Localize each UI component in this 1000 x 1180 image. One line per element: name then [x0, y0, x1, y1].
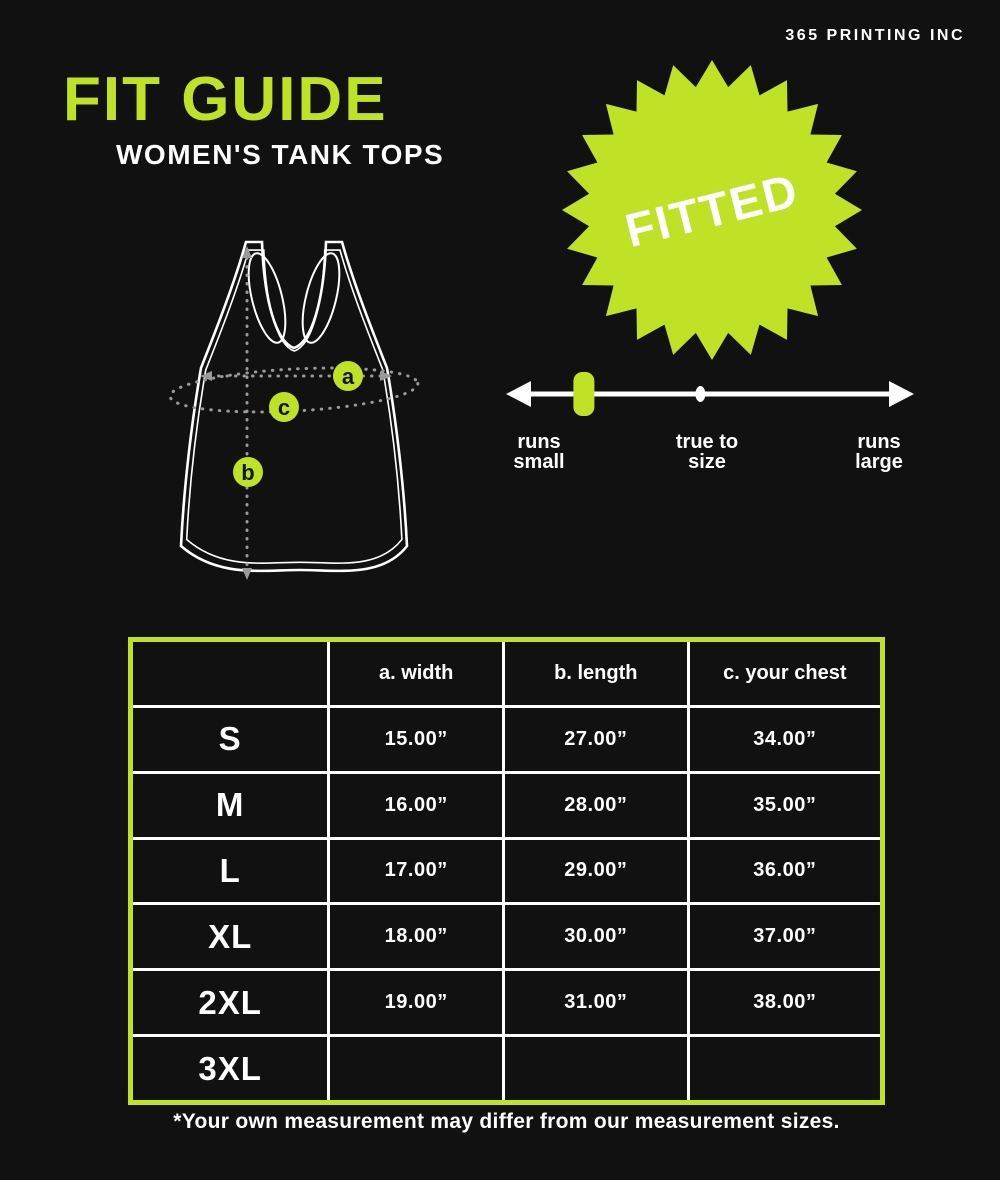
length-value-xl: 30.00”	[505, 905, 687, 968]
marker-a-label: a	[341, 364, 355, 389]
marker-b-label: b	[241, 460, 255, 485]
size-label-m: M	[133, 774, 327, 837]
column-header-width: a. width	[330, 642, 502, 705]
column-header-chest: c. your chest	[690, 642, 880, 705]
size-chart-table	[128, 637, 885, 1105]
chest-value-s: 34.00”	[690, 708, 880, 771]
size-label-l: L	[133, 840, 327, 903]
width-value-3xl	[330, 1037, 502, 1100]
true-to-size-line1: true to	[675, 431, 739, 453]
tank-top-diagram	[150, 230, 450, 590]
width-value-xl: 18.00”	[330, 905, 502, 968]
width-value-s: 15.00”	[330, 708, 502, 771]
chest-value-m: 35.00”	[690, 774, 880, 837]
column-header-length: b. length	[505, 642, 687, 705]
runs-large-line2: large	[855, 451, 903, 473]
marker-c-label: c	[277, 395, 291, 420]
chest-value-l: 36.00”	[690, 840, 880, 903]
scale-arrow-left	[506, 381, 531, 407]
runs-small-line1: runs	[517, 431, 561, 453]
length-value-2xl: 31.00”	[505, 971, 687, 1034]
chest-value-3xl	[690, 1037, 880, 1100]
width-value-m: 16.00”	[330, 774, 502, 837]
brand-name: 365 PRINTING INC	[785, 27, 965, 44]
scale-arrow-right	[889, 381, 914, 407]
chest-value-xl: 37.00”	[690, 905, 880, 968]
measurement-disclaimer: *Your own measurement may differ from our measurement sizes.	[173, 1110, 840, 1133]
size-label-xl: XL	[133, 905, 327, 968]
size-label-2xl: 2XL	[133, 971, 327, 1034]
page-title: FIT GUIDE	[63, 65, 388, 134]
width-value-l: 17.00”	[330, 840, 502, 903]
length-value-l: 29.00”	[505, 840, 687, 903]
true-to-size-dot	[695, 386, 705, 402]
fitted-badge-label: FITTED	[619, 162, 805, 258]
length-value-3xl	[505, 1037, 687, 1100]
runs-small-line2: small	[513, 451, 565, 473]
column-header-blank	[133, 642, 327, 705]
page-subtitle: WOMEN'S TANK TOPS	[116, 139, 445, 170]
scale-label-runs-small	[469, 432, 609, 472]
chest-value-2xl: 38.00”	[690, 971, 880, 1034]
width-value-2xl: 19.00”	[330, 971, 502, 1034]
true-to-size-line2: size	[688, 451, 726, 473]
size-label-3xl: 3XL	[133, 1037, 327, 1100]
runs-large-line1: runs	[857, 431, 901, 453]
fitted-badge	[560, 58, 864, 366]
length-value-s: 27.00”	[505, 708, 687, 771]
fit-scale	[505, 368, 915, 420]
scale-label-true-to-size	[637, 432, 777, 472]
size-label-s: S	[133, 708, 327, 771]
fit-marker	[573, 372, 594, 416]
point-markers	[233, 361, 363, 487]
length-value-m: 28.00”	[505, 774, 687, 837]
scale-label-runs-large	[809, 432, 949, 472]
